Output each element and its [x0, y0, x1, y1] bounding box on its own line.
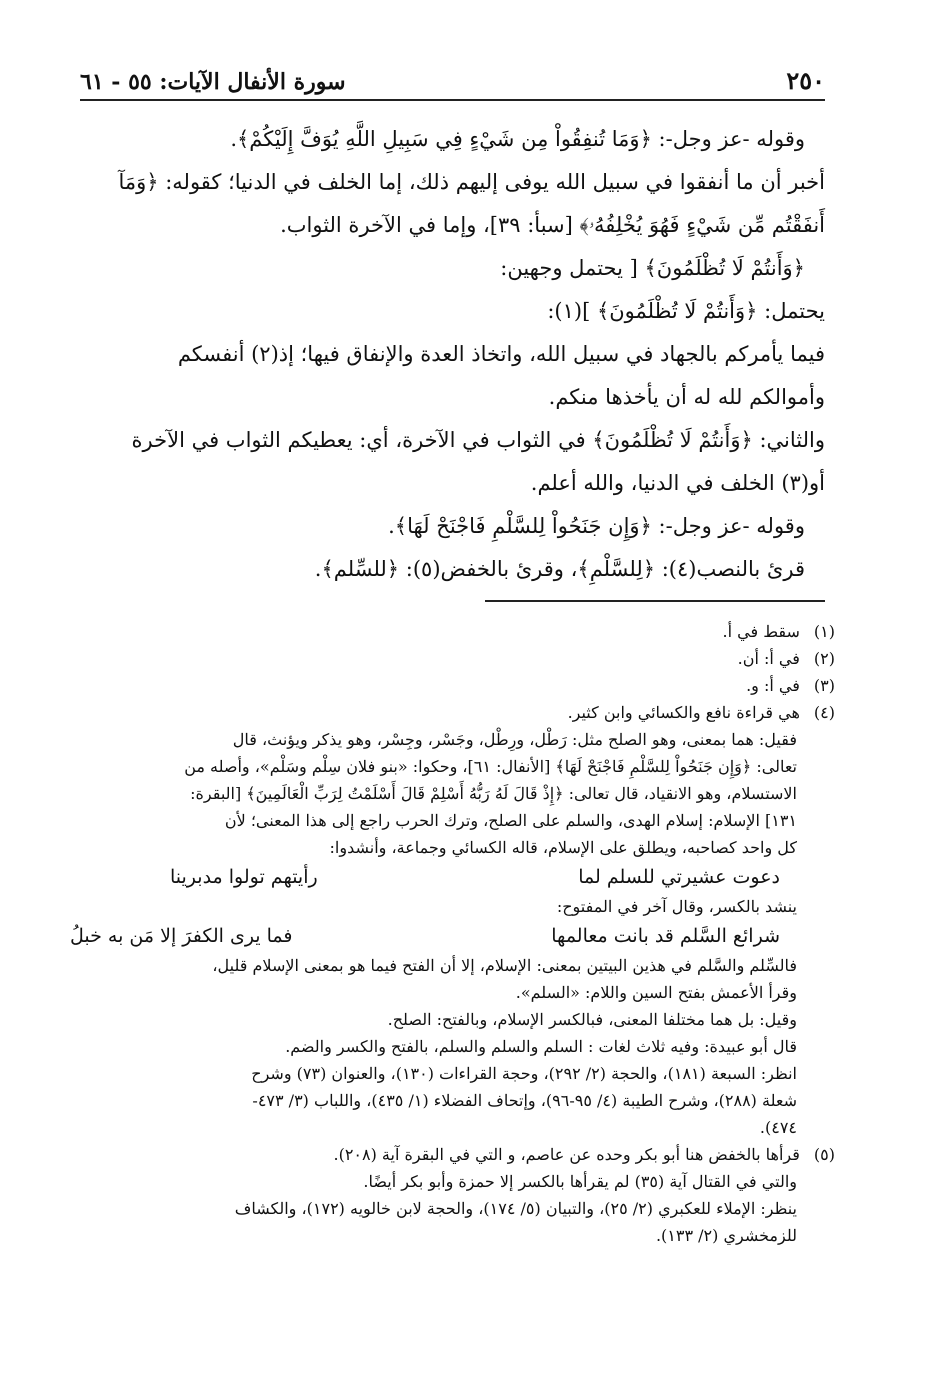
footnote-line: قال أبو عبيدة: وفيه ثلاث لغات : السلم والسلم والسلم، بالفتح والكسر والضم. [285, 1037, 797, 1056]
paragraph: وقوله -عز وجل-: ﴿وَمَا تُنفِقُواْ مِن شَيْءٍ فِي سَبِيلِ اللَّهِ يُوَفَّ إِلَيْكُمْ﴾. [230, 127, 805, 151]
footnotes [70, 618, 835, 1249]
paragraph: والثاني: ﴿وَأَنتُمْ لَا تُظْلَمُونَ﴾ في الثواب في الآخرة، أي: يعطيكم الثواب في الآخرة [131, 428, 825, 452]
footnote-line: كل واحد كصاحبه، ويطلق على الإسلام، قاله الكسائي وجماعة، وأنشدوا: [329, 838, 797, 857]
page-number: ٢٥٠ [786, 66, 825, 95]
paragraph: ﴿وَأَنتُمْ لَا تُظْلَمُونَ﴾ [ يحتمل وجهين: [500, 256, 805, 280]
footnote-line: الاستسلام، وهو الانقياد، قال تعالى: ﴿إِذْ قَالَ لَهُ رَبُّهُ أَسْلِمْ قَالَ أَسْلَمْتُ لِرَبِّ الْعَالَمِينَ﴾ [البقرة: [190, 784, 797, 803]
verse-hemistich: رأيتهم تولوا مدبرينا [170, 866, 318, 888]
footnote-line: تعالى: ﴿وَإِن جَنَحُواْ لِلسَّلْمِ فَاجْنَحْ لَهَا﴾ [الأنفال: ٦١]، وحكوا: «بنو فلان سِلْم وسَلْم»، وأصله من [184, 757, 797, 776]
footnote-1 [70, 618, 835, 645]
footnote-label: (٥) [813, 1145, 835, 1164]
paragraph: أخبر أن ما أنفقوا في سبيل الله يوفى إليهم ذلك، إما الخلف في الدنيا؛ كقوله: ﴿وَمَآ [118, 170, 825, 194]
paragraph: أَنفَقْتُم مِّن شَيْءٍ فَهُوَ يُخْلِفُهُۥ﴾ [سبأ: ٣٩]، وإما في الآخرة الثواب. [280, 213, 825, 237]
surah-title: سورة الأنفال الآيات: ٥٥ - ٦١ [80, 69, 346, 95]
footnote-text: هي قراءة نافع والكسائي وابن كثير. [567, 703, 800, 722]
paragraph: وقوله -عز وجل-: ﴿وَإِن جَنَحُواْ لِلسَّلْمِ فَاجْنَحْ لَهَا﴾. [388, 514, 805, 538]
footnote-line: فقيل: هما بمعنى، وهو الصلح مثل: رَطْل، ورِطْل، وجَسْر، وجِسْر، وهو يذكر ويؤنث، قال [232, 730, 797, 749]
footnote-5 [70, 1141, 835, 1168]
footnote-4 [70, 699, 835, 726]
footnote-text: في أ: أن. [737, 649, 800, 668]
footnote-label: (٤) [813, 703, 835, 722]
footnote-text: قرأها بالخفض هنا أبو بكر وحده عن عاصم، و التي في البقرة آية (٢٠٨). [333, 1145, 800, 1164]
footnote-line: انظر: السبعة (١٨١)، والحجة (٢/ ٢٩٢)، وحجة القراءات (١٣٠)، والعنوان (٧٣) وشرح [251, 1064, 797, 1083]
footnote-text: سقط في أ. [722, 622, 800, 641]
verse-hemistich: دعوت عشيرتي للسلم لما [578, 866, 780, 888]
footnote-line: وقرأ الأعمش بفتح السين واللام: «السلم». [515, 983, 797, 1002]
page-header [80, 55, 825, 101]
poem-verse [70, 920, 835, 952]
paragraph: قرئ بالنصب(٤): ﴿لِلسَّلْمِ﴾، وقرئ بالخفض(٥): ﴿للسِّلم﴾. [314, 557, 805, 581]
footnote-label: (٢) [813, 649, 835, 668]
paragraph: يحتمل: ﴿وَأَنتُمْ لَا تُظْلَمُونَ﴾ ](١): [547, 299, 825, 323]
footnote-line: فالسِّلم والسَّلم في هذين البيتين بمعنى: الإسلام، إلا أن الفتح فيما هو بمعنى الإسلام قليل، [212, 956, 797, 975]
footnote-label: (٣) [813, 676, 835, 695]
footnote-line: شعلة (٢٨٨)، وشرح الطيبة (٤/ ٩٥-٩٦)، وإتحاف الفضلاء (١/ ٤٣٥)، واللباب (٣/ ٤٧٣- [252, 1091, 797, 1110]
footnote-line: ١٣١] الإسلام: إسلام الهدى، والسلم على الصلح، وترك الحرب راجع إلى هذا المعنى؛ لأن [224, 811, 797, 830]
paragraph: فيما يأمركم بالجهاد في سبيل الله، واتخاذ العدة والإنفاق فيها؛ إذ(٢) أنفسكم [177, 342, 825, 366]
footnote-line: ٤٧٤). [759, 1118, 797, 1137]
footnote-line: وقيل: بل هما مختلفا المعنى، فبالكسر الإسلام، وبالفتح: الصلح. [387, 1010, 797, 1029]
footnote-2 [70, 645, 835, 672]
verse-hemistich: فما يرى الكفرَ إلا مَن به خبلُ [70, 925, 293, 947]
footnote-separator [485, 600, 825, 602]
paragraph: أو(٣) الخلف في الدنيا، والله أعلم. [530, 471, 825, 495]
footnote-label: (١) [813, 622, 835, 641]
footnote-text: في أ: و. [746, 676, 800, 695]
footnote-line: للزمخشري (٢/ ١٣٣). [655, 1226, 797, 1245]
poem-verse [70, 861, 835, 893]
verse-hemistich: شرائع السَّلم قد بانت معالمها [551, 925, 780, 947]
footnote-line: ينشد بالكسر، وقال آخر في المفتوح: [556, 897, 797, 916]
footnote-line: والتي في القتال آية (٣٥) لم يقرأها بالكسر إلا حمزة وأبو بكر أيضًا. [363, 1172, 797, 1191]
main-text [80, 118, 825, 591]
footnote-3 [70, 672, 835, 699]
paragraph: وأموالكم لله له أن يأخذها منكم. [548, 385, 825, 409]
footnote-line: ينظر: الإملاء للعكبري (٢/ ٢٥)، والتبيان (٥/ ١٧٤)، والحجة لابن خالويه (١٧٢)، والكشاف [234, 1199, 797, 1218]
